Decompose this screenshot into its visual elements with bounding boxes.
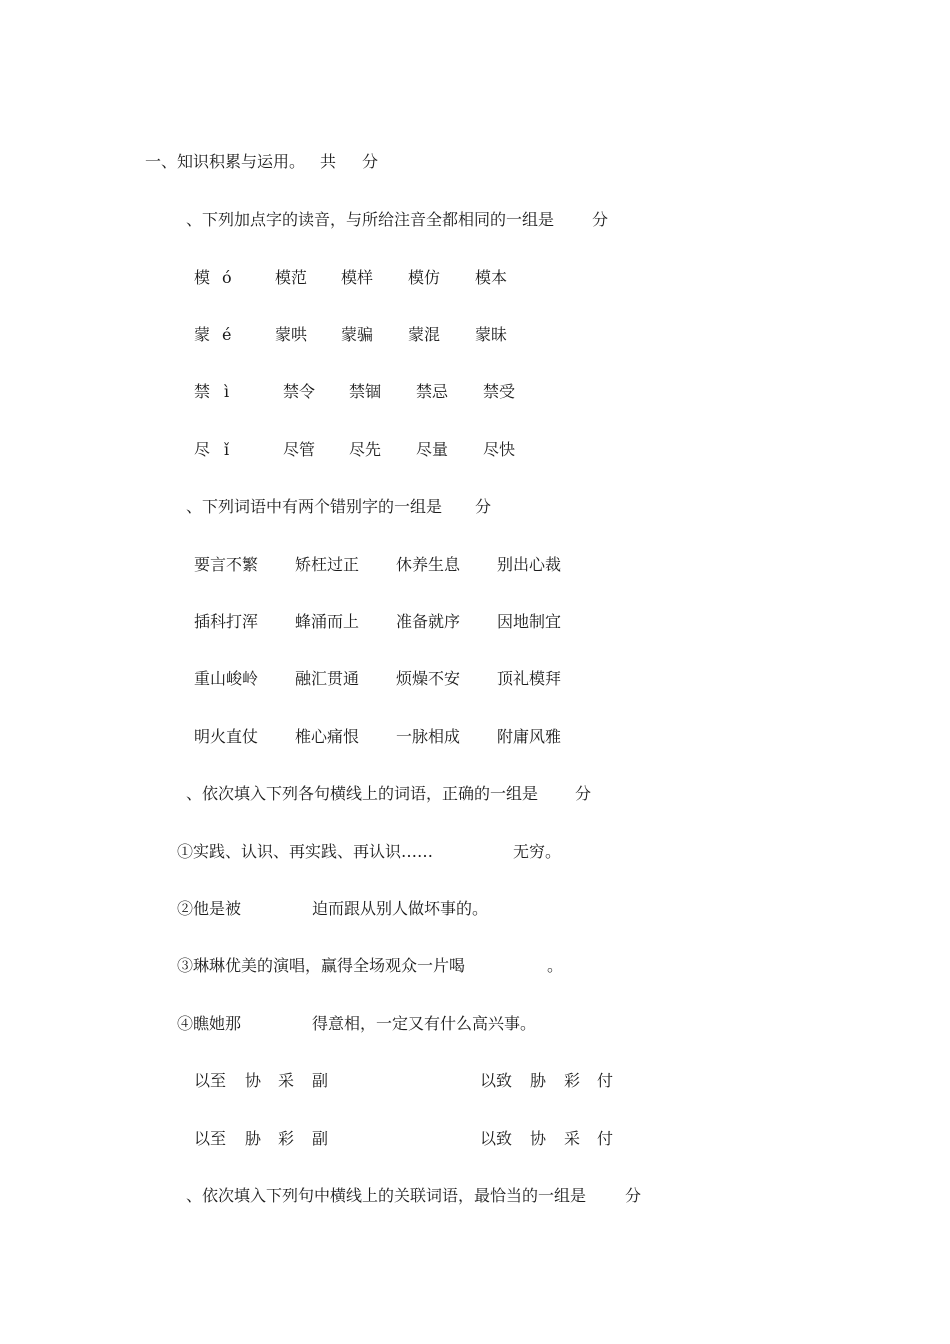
section-total-label: 共 [320, 152, 337, 171]
q1-row-char: 模 [194, 268, 211, 287]
q3-option-word: 胁 [530, 1071, 547, 1090]
q1-row-pinyin: ó [222, 268, 232, 287]
q3-sentence-part: ③琳琳优美的演唱，赢得全场观众一片喝 [177, 956, 466, 975]
q2-stem: 、下列词语中有两个错别字的一组是 [186, 497, 443, 516]
q2-option-word: 明火直仗 [194, 727, 259, 746]
q1-row-word: 尽快 [483, 440, 516, 459]
q3-sentence-part: 得意相，一定又有什么高兴事。 [312, 1014, 537, 1033]
q3-option-word: 协 [245, 1071, 262, 1090]
q2-option-word: 插科打浑 [194, 612, 259, 631]
q3-option-word: 胁 [245, 1129, 262, 1148]
q2-option-word: 休养生息 [396, 555, 461, 574]
q1-row-word: 禁锢 [349, 382, 382, 401]
q1-row-word: 模仿 [408, 268, 441, 287]
q1-row-word: 禁令 [283, 382, 316, 401]
q3-sentence-part: ①实践、认识、再实践、再认识…… [177, 842, 434, 861]
q3-option-word: 协 [530, 1129, 547, 1148]
q3-option-word: 采 [278, 1071, 295, 1090]
q2-option-word: 蜂涌而上 [295, 612, 360, 631]
q1-row-pinyin: é [222, 325, 232, 344]
q1-row-word: 模样 [341, 268, 374, 287]
section-score-unit: 分 [362, 152, 379, 171]
q2-option-word: 一脉相成 [396, 727, 461, 746]
q1-row-word: 尽先 [349, 440, 382, 459]
q3-option-word: 付 [597, 1129, 614, 1148]
q3-sentence-part: ②他是被 [177, 899, 242, 918]
q3-option-word: 副 [312, 1129, 329, 1148]
q1-row-char: 尽 [194, 440, 211, 459]
q3-option-word: 以致 [480, 1129, 513, 1148]
q2-option-word: 顶礼模拜 [497, 669, 562, 688]
q1-row-word: 禁忌 [416, 382, 449, 401]
q2-option-word: 椎心痛恨 [295, 727, 360, 746]
q1-row-pinyin: ì [224, 382, 230, 401]
q3-option-word: 采 [564, 1129, 581, 1148]
q3-option-word: 以至 [194, 1071, 227, 1090]
q2-option-word: 矫枉过正 [295, 555, 360, 574]
q3-score-unit: 分 [575, 784, 592, 803]
q3-stem: 、依次填入下列各句横线上的词语，正确的一组是 [186, 784, 539, 803]
q3-option-word: 副 [312, 1071, 329, 1090]
q1-row-word: 蒙混 [408, 325, 441, 344]
q3-option-word: 彩 [564, 1071, 581, 1090]
q2-option-word: 要言不繁 [194, 555, 259, 574]
q1-row-word: 模范 [275, 268, 308, 287]
q2-option-word: 准备就序 [396, 612, 461, 631]
q1-score-unit: 分 [592, 210, 609, 229]
q1-row-word: 蒙骗 [341, 325, 374, 344]
q1-row-word: 蒙哄 [275, 325, 308, 344]
q1-stem: 、下列加点字的读音，与所给注音全都相同的一组是 [186, 210, 555, 229]
q2-option-word: 融汇贯通 [295, 669, 360, 688]
section-heading: 一、知识积累与运用。 [145, 152, 306, 171]
q3-sentence-part: 迫而跟从别人做坏事的。 [312, 899, 489, 918]
q1-row-word: 尽管 [283, 440, 316, 459]
q2-option-word: 别出心裁 [497, 555, 562, 574]
q1-row-word: 模本 [475, 268, 508, 287]
q3-option-word: 付 [597, 1071, 614, 1090]
q1-row-pinyin: ǐ [224, 440, 230, 459]
q2-option-word: 附庸风雅 [497, 727, 562, 746]
q3-sentence-part: ④瞧她那 [177, 1014, 242, 1033]
q4-stem: 、依次填入下列句中横线上的关联词语，最恰当的一组是 [186, 1186, 587, 1205]
q4-score-unit: 分 [625, 1186, 642, 1205]
q2-option-word: 烦燥不安 [396, 669, 461, 688]
q2-option-word: 因地制宜 [497, 612, 562, 631]
q3-option-word: 彩 [278, 1129, 295, 1148]
q3-sentence-part: 。 [547, 956, 564, 975]
q1-row-char: 蒙 [194, 325, 211, 344]
q2-score-unit: 分 [475, 497, 492, 516]
q1-row-word: 尽量 [416, 440, 449, 459]
q3-option-word: 以至 [194, 1129, 227, 1148]
q2-option-word: 重山峻岭 [194, 669, 259, 688]
q1-row-word: 蒙昧 [475, 325, 508, 344]
q3-option-word: 以致 [480, 1071, 513, 1090]
q3-sentence-part: 无穷。 [513, 842, 562, 861]
q1-row-char: 禁 [194, 382, 211, 401]
q1-row-word: 禁受 [483, 382, 516, 401]
